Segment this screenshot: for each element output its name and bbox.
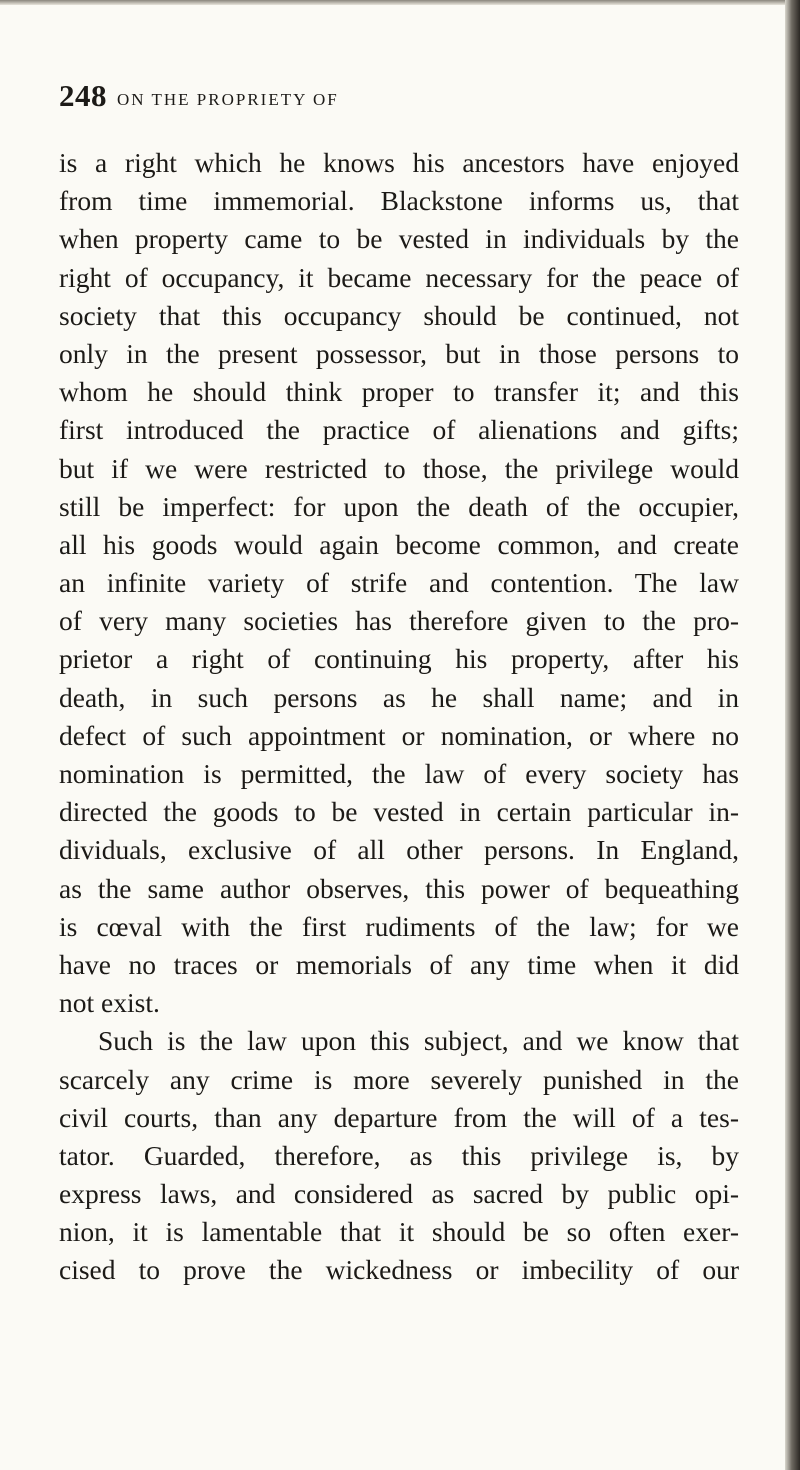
text-line: defect of such appointment or nomination, or where no — [59, 719, 739, 751]
text-line: right of occupancy, it became necessary for the peace of — [59, 261, 739, 293]
running-title: ON THE PROPRIETY OF — [117, 90, 339, 109]
page-number: 248 — [59, 78, 107, 113]
text-line: from time immemorial. Blackstone informs us, that — [59, 185, 739, 217]
page-header — [59, 76, 759, 116]
text-line: as the same author observes, this power of bequeathing — [59, 872, 739, 904]
text-line: nomination is permitted, the law of every society has — [59, 758, 739, 789]
text-line: scarcely any crime is more severely punished in the — [59, 1063, 739, 1095]
page-top-edge — [0, 0, 785, 5]
text-line: is a right which he knows his ancestors have enjoyed — [59, 147, 739, 178]
text-line: is cœval with the first rudiments of the law; for we — [59, 910, 739, 942]
text-line: still be imperfect: for upon the death of the occupier, — [59, 490, 739, 522]
text-line: society that this occupancy should be continued, not — [59, 299, 739, 331]
text-line: only in the present possessor, but in those persons to — [59, 337, 739, 369]
text-line: but if we were restricted to those, the privilege would — [59, 452, 739, 484]
text-line: death, in such persons as he shall name; and in — [59, 681, 739, 713]
text-line: directed the goods to be vested in certain particular in- — [59, 796, 739, 828]
text-line: nion, it is lamentable that it should be so often exer- — [59, 1216, 739, 1248]
text-line: tator. Guarded, therefore, as this privilege is, by — [59, 1139, 739, 1171]
text-line: an infinite variety of strife and contention. The law — [59, 567, 739, 599]
text-line: Such is the law upon this subject, and we know that — [98, 1025, 739, 1057]
text-line: have no traces or memorials of any time when it did — [59, 948, 739, 980]
text-line: first introduced the practice of alienations and gifts; — [59, 414, 739, 446]
body-text — [59, 144, 739, 1290]
text-line: not exist. — [59, 987, 160, 1019]
text-line: prietor a right of continuing his property, after his — [59, 643, 739, 675]
text-line: when property came to be vested in individuals by the — [59, 223, 739, 255]
text-line: express laws, and considered as sacred by public opi- — [59, 1178, 739, 1210]
text-line: civil courts, than any departure from the will of a tes- — [59, 1101, 739, 1133]
text-line: cised to prove the wickedness or imbecility of our — [59, 1254, 739, 1286]
text-line: whom he should think proper to transfer it; and this — [59, 376, 739, 408]
text-line: of very many societies has therefore given to the pro- — [59, 605, 739, 637]
text-line: all his goods would again become common, and create — [59, 528, 739, 560]
text-line: dividuals, exclusive of all other persons. In England, — [59, 834, 739, 866]
page-right-edge — [785, 0, 800, 1470]
